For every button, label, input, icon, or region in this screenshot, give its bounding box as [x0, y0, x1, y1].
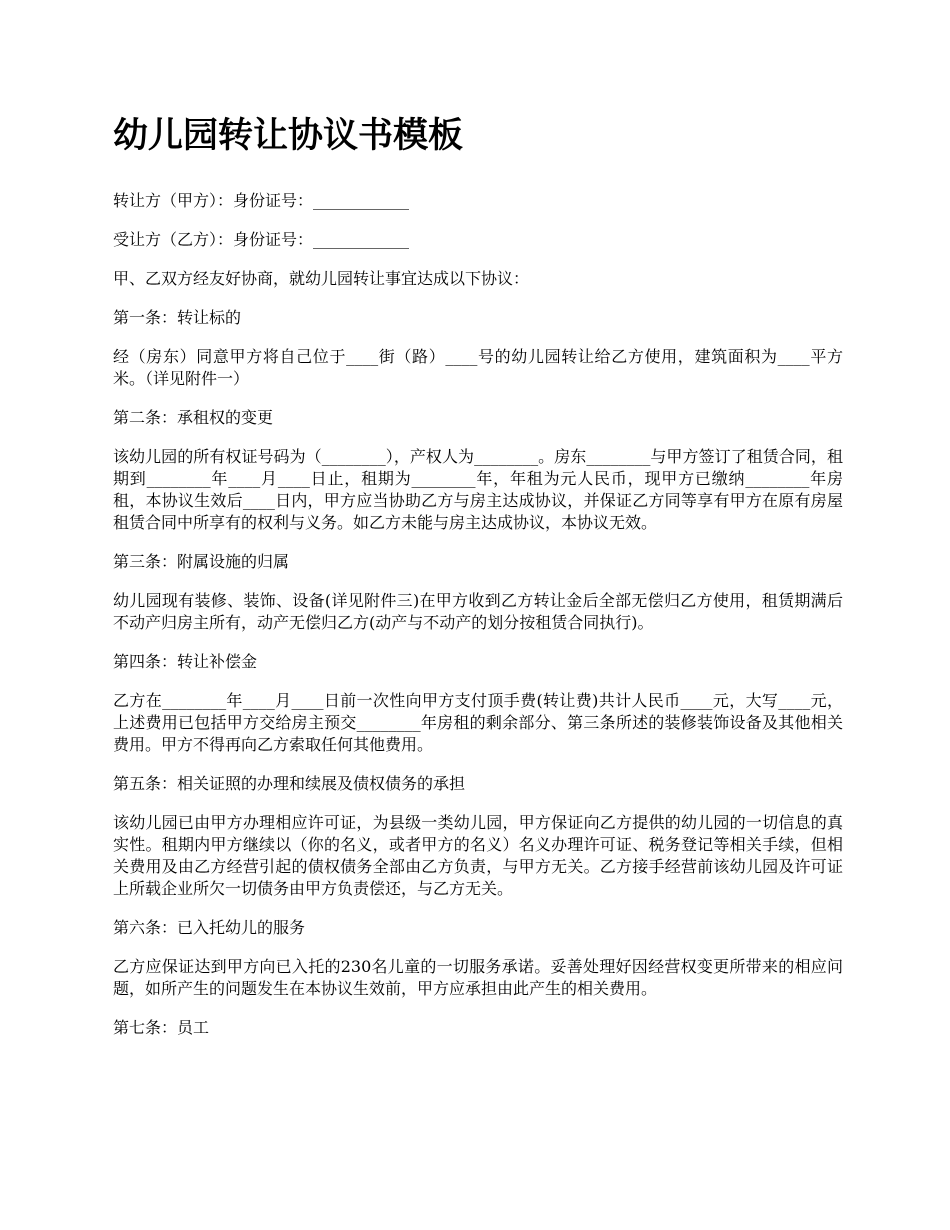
preamble: 甲、乙双方经友好协商，就幼儿园转让事宜达成以下协议：: [113, 269, 530, 288]
article-7-heading: 第七条：员工: [113, 1018, 210, 1037]
article-3-heading: 第三条：附属设施的归属: [113, 552, 290, 571]
article-6-body: 乙方应保证达到甲方向已入托的230名儿童的一切服务承诺。妥善处理好因经营权变更所带来的相应问题，如所产生的问题发生在本协议生效前，甲方应承担由此产生的相关费用。: [113, 957, 843, 998]
article-1-heading: 第一条：转让标的: [113, 308, 242, 327]
article-5-body: 该幼儿园已由甲方办理相应许可证，为县级一类幼儿园，甲方保证向乙方提供的幼儿园的一切信息的真实性。租期内甲方继续以（你的名义，或者甲方的名义）名义办理许可证、税务登记等相关手续，但相关费用及由乙方经营引起的债权债务全部由乙方负责，与甲方无关。乙方接手经营前该幼儿园及许可证上所载企业所欠一切债务由甲方负责偿还，与乙方无关。: [113, 813, 843, 898]
transferee-line: 受让方（乙方）：身份证号：____________: [113, 230, 410, 249]
transferor-line: 转让方（甲方）：身份证号：____________: [113, 191, 410, 210]
article-4-heading: 第四条：转让补偿金: [113, 652, 258, 671]
document-page: [113, 112, 843, 1056]
article-5-heading: 第五条：相关证照的办理和续展及债权债务的承担: [113, 774, 466, 793]
article-2-body: 该幼儿园的所有权证号码为（________），产权人为________。房东________与甲方签订了租赁合同，租期到________年____月____日止，租期为________年，年租为元人民币，现甲方已缴纳________年房租，本协议生效后____日内，甲方应当协助乙方与房主达成协议，并保证乙方同等享有甲方在原有房屋租赁合同中所享有的权利与义务。如乙方未能与房主达成协议，本协议无效。: [113, 447, 843, 532]
article-2-heading: 第二条：承租权的变更: [113, 408, 274, 427]
document-title: 幼儿园转让协议书模板: [113, 115, 464, 156]
article-6-heading: 第六条：已入托幼儿的服务: [113, 918, 306, 937]
article-1-body: 经（房东）同意甲方将自己位于____街（路）____号的幼儿园转让给乙方使用，建筑面积为____平方米。（详见附件一）: [113, 347, 843, 388]
article-3-body: 幼儿园现有装修、装饰、设备(详见附件三)在甲方收到乙方转让金后全部无偿归乙方使用，租赁期满后不动产归房主所有，动产无偿归乙方(动产与不动产的划分按租赁合同执行)。: [113, 591, 843, 632]
article-4-body: 乙方在________年____月____日前一次性向甲方支付顶手费(转让费)共计人民币____元，大写____元，上述费用已包括甲方交给房主预交________年房租的剩余部分、第三条所述的装修装饰设备及其他相关费用。甲方不得再向乙方索取任何其他费用。: [113, 691, 843, 754]
